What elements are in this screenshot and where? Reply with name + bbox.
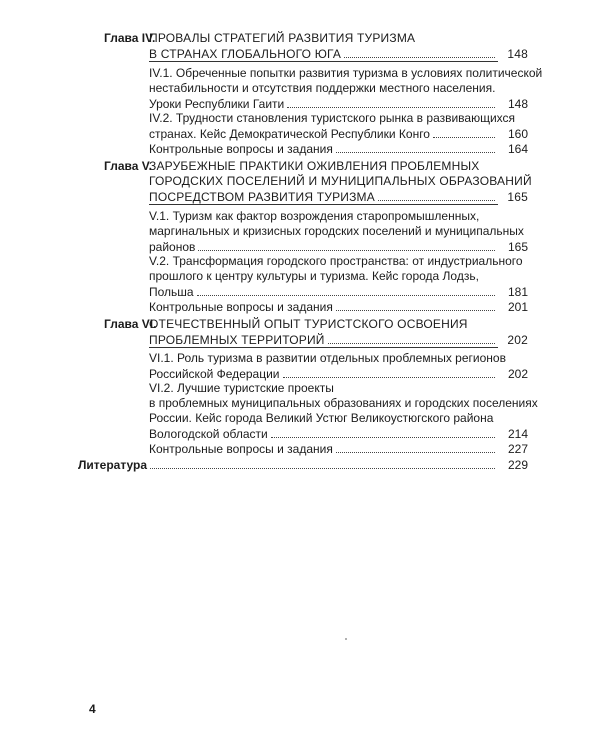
section-page: 164 (507, 141, 528, 156)
section-text: Контрольные вопросы и задания (149, 141, 333, 156)
dot-leader (378, 200, 495, 201)
chapter-title-line: ЗАРУБЕЖНЫЕ ПРАКТИКИ ОЖИВЛЕНИЯ ПРОБЛЕМНЫХ (149, 159, 480, 173)
dot-leader (287, 107, 495, 108)
chapter-title-line: ОТЕЧЕСТВЕННЫЙ ОПЫТ ТУРИСТСКОГО ОСВОЕНИЯ (149, 317, 468, 331)
dot-leader (198, 250, 495, 251)
chapter-title (149, 159, 532, 204)
dot-leader (336, 310, 495, 311)
chapter-rule (149, 347, 498, 348)
section-line: VI.1. Роль туризма в развитии отдельных проблемных регионов (149, 351, 506, 365)
chapter-title-text: ПОСРЕДСТВОМ РАЗВИТИЯ ТУРИЗМА (149, 189, 375, 204)
section-line (149, 284, 528, 299)
section-line (149, 299, 528, 314)
page-number: 4 (89, 702, 96, 716)
dot-leader (336, 452, 495, 453)
section-text: Вологодской области (149, 426, 268, 441)
chapter-label: Глава V. (104, 159, 152, 173)
literature-entry (78, 457, 528, 472)
chapter-title-line (149, 189, 528, 204)
section-line: IV.2. Трудности становления туристского рынка в развивающихся (149, 111, 516, 125)
chapter-title-text: ПРОБЛЕМНЫХ ТЕРРИТОРИЙ (149, 332, 325, 347)
section-line (149, 239, 528, 254)
section-page: 181 (507, 284, 528, 299)
section-line: VI.2. Лучшие туристские проекты (149, 381, 334, 395)
dot-leader (271, 437, 495, 438)
section-text: Уроки Республики Гаити (149, 96, 285, 111)
chapter-page: 165 (507, 189, 528, 204)
section-text: Российской Федерации (149, 366, 280, 381)
section-line: V.2. Трансформация городского пространства: от индустриального (149, 254, 523, 268)
section-line: V.1. Туризм как фактор возрождения старопромышленных, (149, 209, 480, 223)
chapter-rule (149, 61, 498, 62)
literature-page: 229 (507, 457, 528, 472)
section-page: 201 (507, 299, 528, 314)
section-line (149, 366, 528, 381)
section-line: в проблемных муниципальных образованиях и городских поселениях (149, 396, 538, 410)
chapter-title-line: ПРОВАЛЫ СТРАТЕГИЙ РАЗВИТИЯ ТУРИЗМА (149, 31, 416, 45)
chapter-title-line: ГОРОДСКИХ ПОСЕЛЕНИЙ И МУНИЦИПАЛЬНЫХ ОБРАЗОВАНИЙ (149, 174, 532, 188)
dot-leader (197, 295, 495, 296)
section-page: 227 (507, 441, 528, 456)
dot-leader (283, 377, 496, 378)
chapter-page: 202 (507, 332, 528, 347)
section-line: IV.1. Обреченные попытки развития туризма в условиях политической (149, 66, 543, 80)
chapter-page: 148 (507, 46, 528, 61)
section-text: Польша (149, 284, 194, 299)
chapter-title (149, 31, 528, 61)
scan-speck (345, 638, 347, 640)
section-page: 160 (507, 126, 528, 141)
section-line: прошлого к центру культуры и туризма. Кейс города Лодзь, (149, 269, 479, 283)
chapter-title (149, 317, 528, 347)
section-page: 202 (507, 366, 528, 381)
section-line (149, 141, 528, 156)
section-line (149, 126, 528, 141)
section-text: Контрольные вопросы и задания (149, 299, 333, 314)
section-page: 165 (507, 239, 528, 254)
section-page: 214 (507, 426, 528, 441)
section-line (149, 96, 528, 111)
dot-leader (336, 152, 495, 153)
section-text: странах. Кейс Демократической Республики Конго (149, 126, 430, 141)
section-page: 148 (507, 96, 528, 111)
section-line: маргинальных и кризисных городских поселений и муниципальных (149, 224, 524, 238)
section-line (149, 441, 528, 456)
section-line (149, 426, 528, 441)
chapter-title-text: В СТРАНАХ ГЛОБАЛЬНОГО ЮГА (149, 46, 342, 61)
section-text: Контрольные вопросы и задания (149, 441, 333, 456)
literature-label: Литература (78, 457, 148, 472)
dot-leader (433, 137, 495, 138)
dot-leader (328, 343, 495, 344)
chapter-title-line (149, 46, 528, 61)
chapter-label: Глава VI. (104, 317, 157, 331)
chapter-rule (149, 204, 498, 205)
section-line: нестабильности и отсутствия поддержки местного населения. (149, 81, 496, 95)
section-text: районов (149, 239, 196, 254)
dot-leader (150, 468, 495, 469)
chapter-title-line (149, 332, 528, 347)
section-line: России. Кейс города Великий Устюг Великоустюгского района (149, 411, 494, 425)
chapter-label: Глава IV. (104, 31, 156, 45)
dot-leader (344, 57, 495, 58)
